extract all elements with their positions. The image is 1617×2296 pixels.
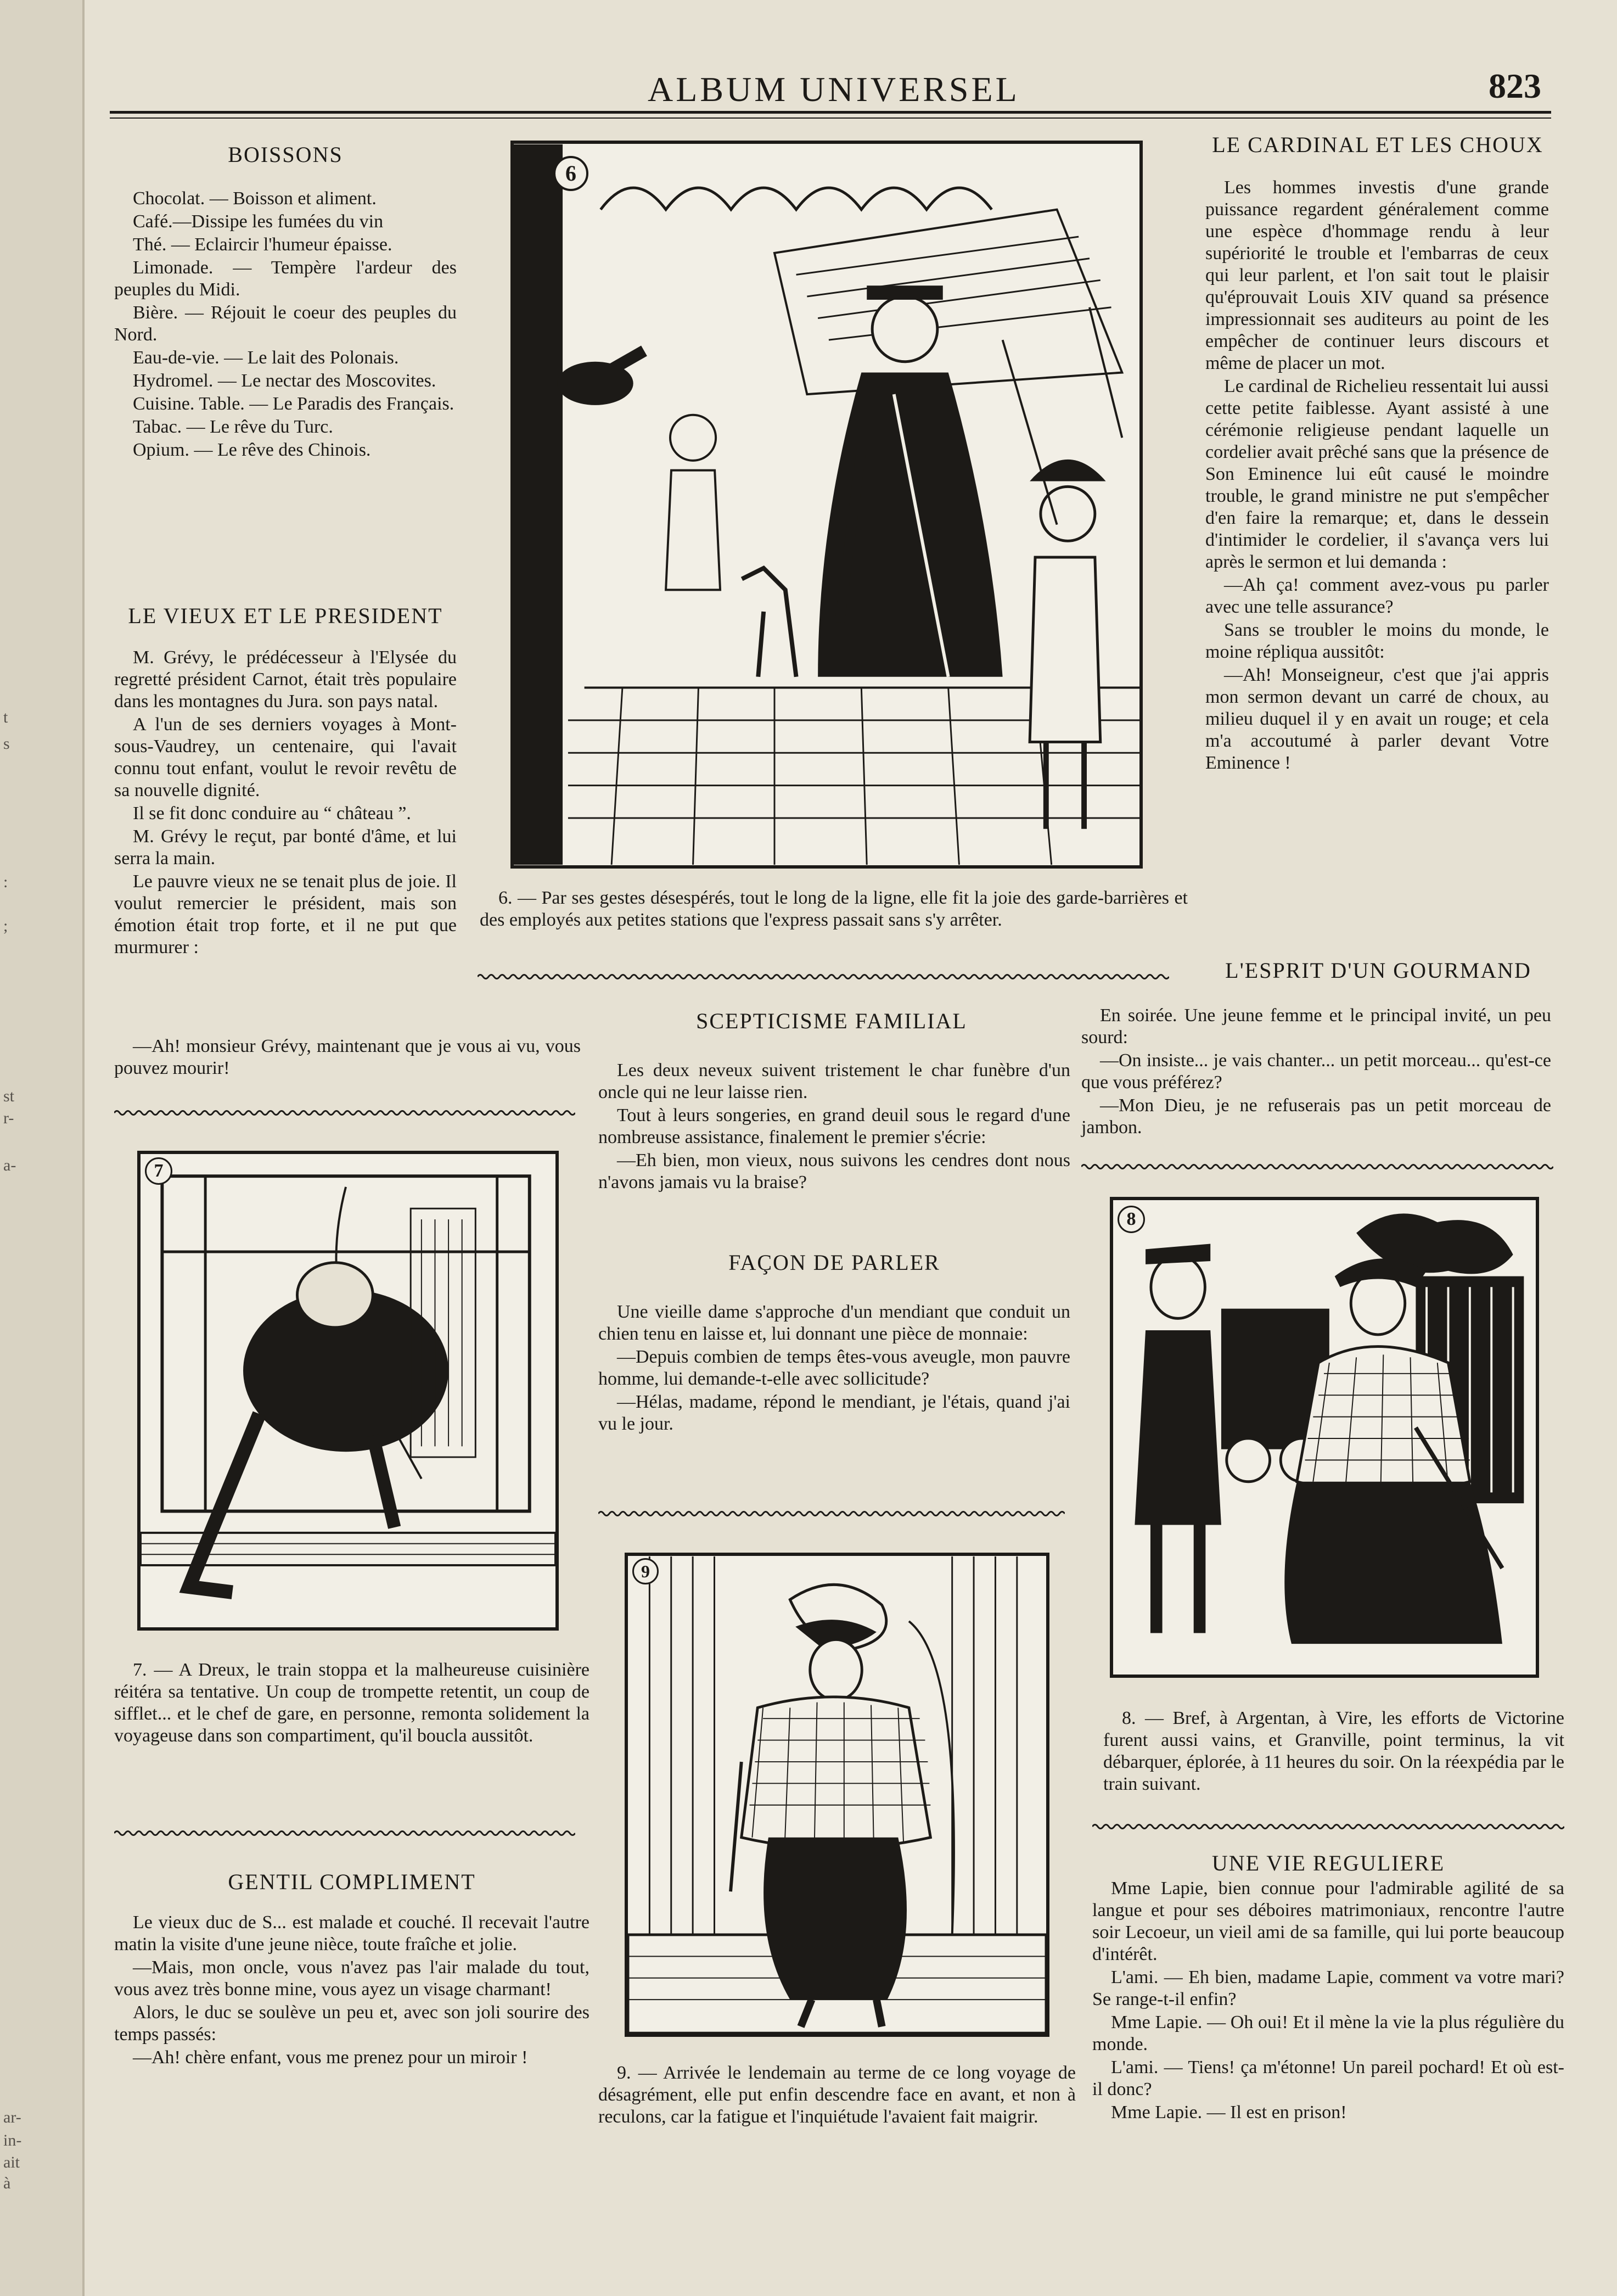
vieux-president-body xyxy=(114,647,457,959)
paragraph: En soirée. Une jeune femme et le principal invité, un peu sourd: xyxy=(1081,1005,1551,1048)
illustration-6 xyxy=(510,141,1143,869)
section-divider xyxy=(598,1510,1065,1517)
illustration-7 xyxy=(137,1151,559,1631)
gutter-fragment: à xyxy=(3,2174,11,2192)
boissons-item: Café.—Dissipe les fumées du vin xyxy=(133,211,384,232)
illustration-6-drawing xyxy=(514,144,1139,865)
illustration-9-number: 9 xyxy=(632,1558,659,1584)
gutter-fragment: a- xyxy=(3,1156,16,1174)
paragraph: —Mon Dieu, je ne refuserais pas un petit morceau de jambon. xyxy=(1081,1095,1551,1138)
paragraph: Mme Lapie. — Oh oui! Et il mène la vie la plus régulière du monde. xyxy=(1092,2012,1564,2054)
paragraph: M. Grévy le reçut, par bonté d'âme, et lui serra la main. xyxy=(114,826,457,869)
paragraph: L'ami. — Eh bien, madame Lapie, comment va votre mari? Se range-t-il enfin? xyxy=(1092,1967,1564,2009)
gutter-fragment: in- xyxy=(3,2131,22,2149)
fig8-caption xyxy=(1103,1707,1564,1795)
boissons-item: Chocolat. — Boisson et aliment. xyxy=(133,188,377,209)
gutter-fragment: ait xyxy=(3,2153,20,2171)
paragraph: —Depuis combien de temps êtes-vous aveugle, mon pauvre homme, lui demande-t-elle avec sollicitude? xyxy=(598,1347,1070,1389)
section-divider xyxy=(1092,1823,1564,1830)
caption-text: 7. — A Dreux, le train stoppa et la malheureuse cuisinière réitéra sa tentative. Un coup de trompette retentit, un coup de sifflet... et le chef de gare, en personne, remonta solidement la voyageuse dans son compartiment, qu'il boucla aussitôt. xyxy=(114,1660,589,1746)
gutter-fragment: r- xyxy=(3,1109,14,1127)
gutter-fragment: st xyxy=(3,1087,15,1105)
paragraph: Alors, le duc se soulève un peu et, avec son joli sourire des temps passés: xyxy=(114,2002,589,2045)
paragraph: Mme Lapie. — Il est en prison! xyxy=(1111,2102,1347,2123)
fig6-caption xyxy=(480,887,1188,931)
header-rule-thick xyxy=(110,111,1551,114)
caption-text: 9. — Arrivée le lendemain au terme de ce long voyage de désagrément, elle put enfin descendre face en avant, et non à reculons, car la fatigue et l'inquiétude l'avaient fait maigrir. xyxy=(598,2063,1076,2127)
gutter-fragment: t xyxy=(3,708,8,726)
paragraph: Les hommes investis d'une grande puissance regardent généralement comme une espèce d'hommage rendu à leur supériorité le trouble et l'embarras de ceux qui leur parlent, et l'on sait tout le plaisir qu'éprouvait Louis XIV quand sa présence impressionnait ses auditeurs au point de les empêcher de continuer leurs discours et même de placer un mot. xyxy=(1205,177,1549,373)
boissons-item: Tabac. — Le rêve du Turc. xyxy=(133,417,333,437)
illustration-7-drawing xyxy=(141,1154,555,1627)
gutter-fold-line xyxy=(82,0,85,2296)
illustration-9 xyxy=(625,1553,1049,2037)
page-gutter xyxy=(0,0,82,2296)
vieux-president-ending xyxy=(114,1035,581,1079)
paragraph: A l'un de ses derniers voyages à Mont-sous-Vaudrey, un centenaire, qui l'avait connu tout enfant, voulut le revoir revêtu de sa nouvelle dignité. xyxy=(114,714,457,800)
illustration-9-drawing xyxy=(628,1556,1046,2034)
cardinal-body xyxy=(1205,177,1549,774)
paragraph: M. Grévy, le prédécesseur à l'Elysée du regretté président Carnot, était très populaire dans les montagnes du Jura. son pays natal. xyxy=(114,647,457,712)
illustration-8 xyxy=(1110,1197,1539,1678)
paragraph: L'ami. — Tiens! ça m'étonne! Un pareil pochard! Et où est-il donc? xyxy=(1092,2057,1564,2099)
paragraph: Mme Lapie, bien connue pour l'admirable agilité de sa langue et pour ses déboires matrimoniaux, rencontre l'autre soir Lecoeur, un vieil ami de sa famille, qui lui porte beaucoup d'intérêt. xyxy=(1092,1878,1564,1964)
gourmand-title: L'ESPRIT D'UN GOURMAND xyxy=(1225,958,1531,983)
caption-text: 8. — Bref, à Argentan, à Vire, les efforts de Victorine furent aussi vains, et Granville, point terminus, la vit débarquer, éplorée, à 11 heures du soir. On la réexpédia par le train suivant. xyxy=(1103,1708,1564,1794)
vie-reguliere-title: UNE VIE REGULIERE xyxy=(1211,1851,1445,1875)
paragraph: Le vieux duc de S... est malade et couché. Il recevait l'autre matin la visite d'une jeune nièce, toute fraîche et jolie. xyxy=(114,1912,589,1955)
scepticisme-title: SCEPTICISME FAMILIAL xyxy=(696,1009,967,1033)
paragraph: Les deux neveux suivent tristement le char funèbre d'un oncle qui ne leur laisse rien. xyxy=(598,1060,1070,1102)
running-header: ALBUM UNIVERSEL xyxy=(648,70,1020,109)
paragraph: —Ah! Monseigneur, c'est que j'ai appris mon sermon devant un carré de choux, au milieu duquel il y en avait un rouge; et cela m'a accoutumé à parler devant Votre Eminence ! xyxy=(1205,665,1549,773)
illustration-8-drawing xyxy=(1113,1200,1536,1675)
fig9-caption xyxy=(598,2062,1076,2128)
section-divider xyxy=(478,973,1169,981)
boissons-list xyxy=(114,188,457,461)
paragraph: —On insiste... je vais chanter... un petit morceau... qu'est-ce que vous préférez? xyxy=(1081,1050,1551,1093)
illustration-8-number: 8 xyxy=(1118,1206,1145,1233)
illustration-7-number: 7 xyxy=(145,1157,172,1185)
vieux-president-title: LE VIEUX ET LE PRESIDENT xyxy=(128,603,443,628)
boissons-item: Thé. — Eclaircir l'humeur épaisse. xyxy=(133,234,392,255)
paragraph: —Ah! chère enfant, vous me prenez pour un miroir ! xyxy=(133,2047,528,2068)
gutter-fragment: s xyxy=(3,735,10,753)
paragraph: —Ah! monsieur Grévy, maintenant que je vous ai vu, vous pouvez mourir! xyxy=(114,1036,581,1078)
illustration-6-number: 6 xyxy=(553,156,588,191)
section-divider xyxy=(114,1109,575,1117)
section-divider xyxy=(1081,1163,1553,1171)
paragraph: Une vieille dame s'approche d'un mendiant que conduit un chien tenu en laisse et, lui donnant une pièce de monnaie: xyxy=(598,1302,1070,1344)
gutter-fragment: ar- xyxy=(3,2108,21,2126)
section-divider xyxy=(114,1829,575,1837)
gutter-fragment: ; xyxy=(3,917,8,935)
gourmand-body xyxy=(1081,1005,1551,1139)
header-rule-thin xyxy=(110,117,1551,119)
paragraph: Il se fit donc conduire au “ château ”. xyxy=(133,803,411,824)
fig7-caption xyxy=(114,1659,589,1747)
boissons-item: Cuisine. Table. — Le Paradis des Français. xyxy=(133,394,454,414)
boissons-item: Opium. — Le rêve des Chinois. xyxy=(133,440,371,460)
paragraph: —Eh bien, mon vieux, nous suivons les cendres dont nous n'avons jamais vu la braise? xyxy=(598,1150,1070,1192)
gentil-compliment-title: GENTIL COMPLIMENT xyxy=(228,1869,476,1894)
gutter-fragment: : xyxy=(3,873,8,891)
paragraph: Le cardinal de Richelieu ressentait lui aussi cette petite faiblesse. Ayant assisté à une cérémonie religieuse pendant laquelle un cordelier avait prêché sans que la présence de Son Eminence lui eût causé le moindre trouble, le grand ministre ne put s'empêcher d'en faire la remarque; et, dans le dessein d'intimider le cordelier, il s'avança vers lui après le sermon et lui demanda : xyxy=(1205,376,1549,572)
vie-reguliere-body xyxy=(1092,1878,1564,2124)
paragraph: —Mais, mon oncle, vous n'avez pas l'air malade du tout, vous avez très bonne mine, vous ayez un visage charmant! xyxy=(114,1957,589,2000)
boissons-item: Hydromel. — Le nectar des Moscovites. xyxy=(133,371,436,391)
boissons-item: Bière. — Réjouit le coeur des peuples du Nord. xyxy=(114,303,457,345)
gentil-compliment-body xyxy=(114,1912,589,2069)
cardinal-title: LE CARDINAL ET LES CHOUX xyxy=(1212,132,1543,157)
caption-text: 6. — Par ses gestes désespérés, tout le long de la ligne, elle fit la joie des garde-barrières et des employés aux petites stations que l'express passait sans s'y arrêter. xyxy=(480,888,1188,930)
scepticisme-body xyxy=(598,1060,1070,1194)
paragraph: Tout à leurs songeries, en grand deuil sous le regard d'une nombreuse assistance, finalement le premier s'écrie: xyxy=(598,1105,1070,1147)
paragraph: Le pauvre vieux ne se tenait plus de joie. Il voulut remercier le président, mais son émotion était trop forte, et il ne put que murmurer : xyxy=(114,871,457,957)
page-number: 823 xyxy=(1489,66,1541,105)
paragraph: Sans se troubler le moins du monde, le moine répliqua aussitôt: xyxy=(1205,620,1549,662)
boissons-item: Limonade. — Tempère l'ardeur des peuples du Midi. xyxy=(114,257,457,300)
facon-de-parler-title: FAÇON DE PARLER xyxy=(728,1250,940,1275)
boissons-item: Eau-de-vie. — Le lait des Polonais. xyxy=(133,348,399,368)
paragraph: —Hélas, madame, répond le mendiant, je l'étais, quand j'ai vu le jour. xyxy=(598,1392,1070,1434)
boissons-title: BOISSONS xyxy=(228,142,343,167)
facon-de-parler-body xyxy=(598,1301,1070,1435)
paragraph: —Ah ça! comment avez-vous pu parler avec une telle assurance? xyxy=(1205,575,1549,617)
